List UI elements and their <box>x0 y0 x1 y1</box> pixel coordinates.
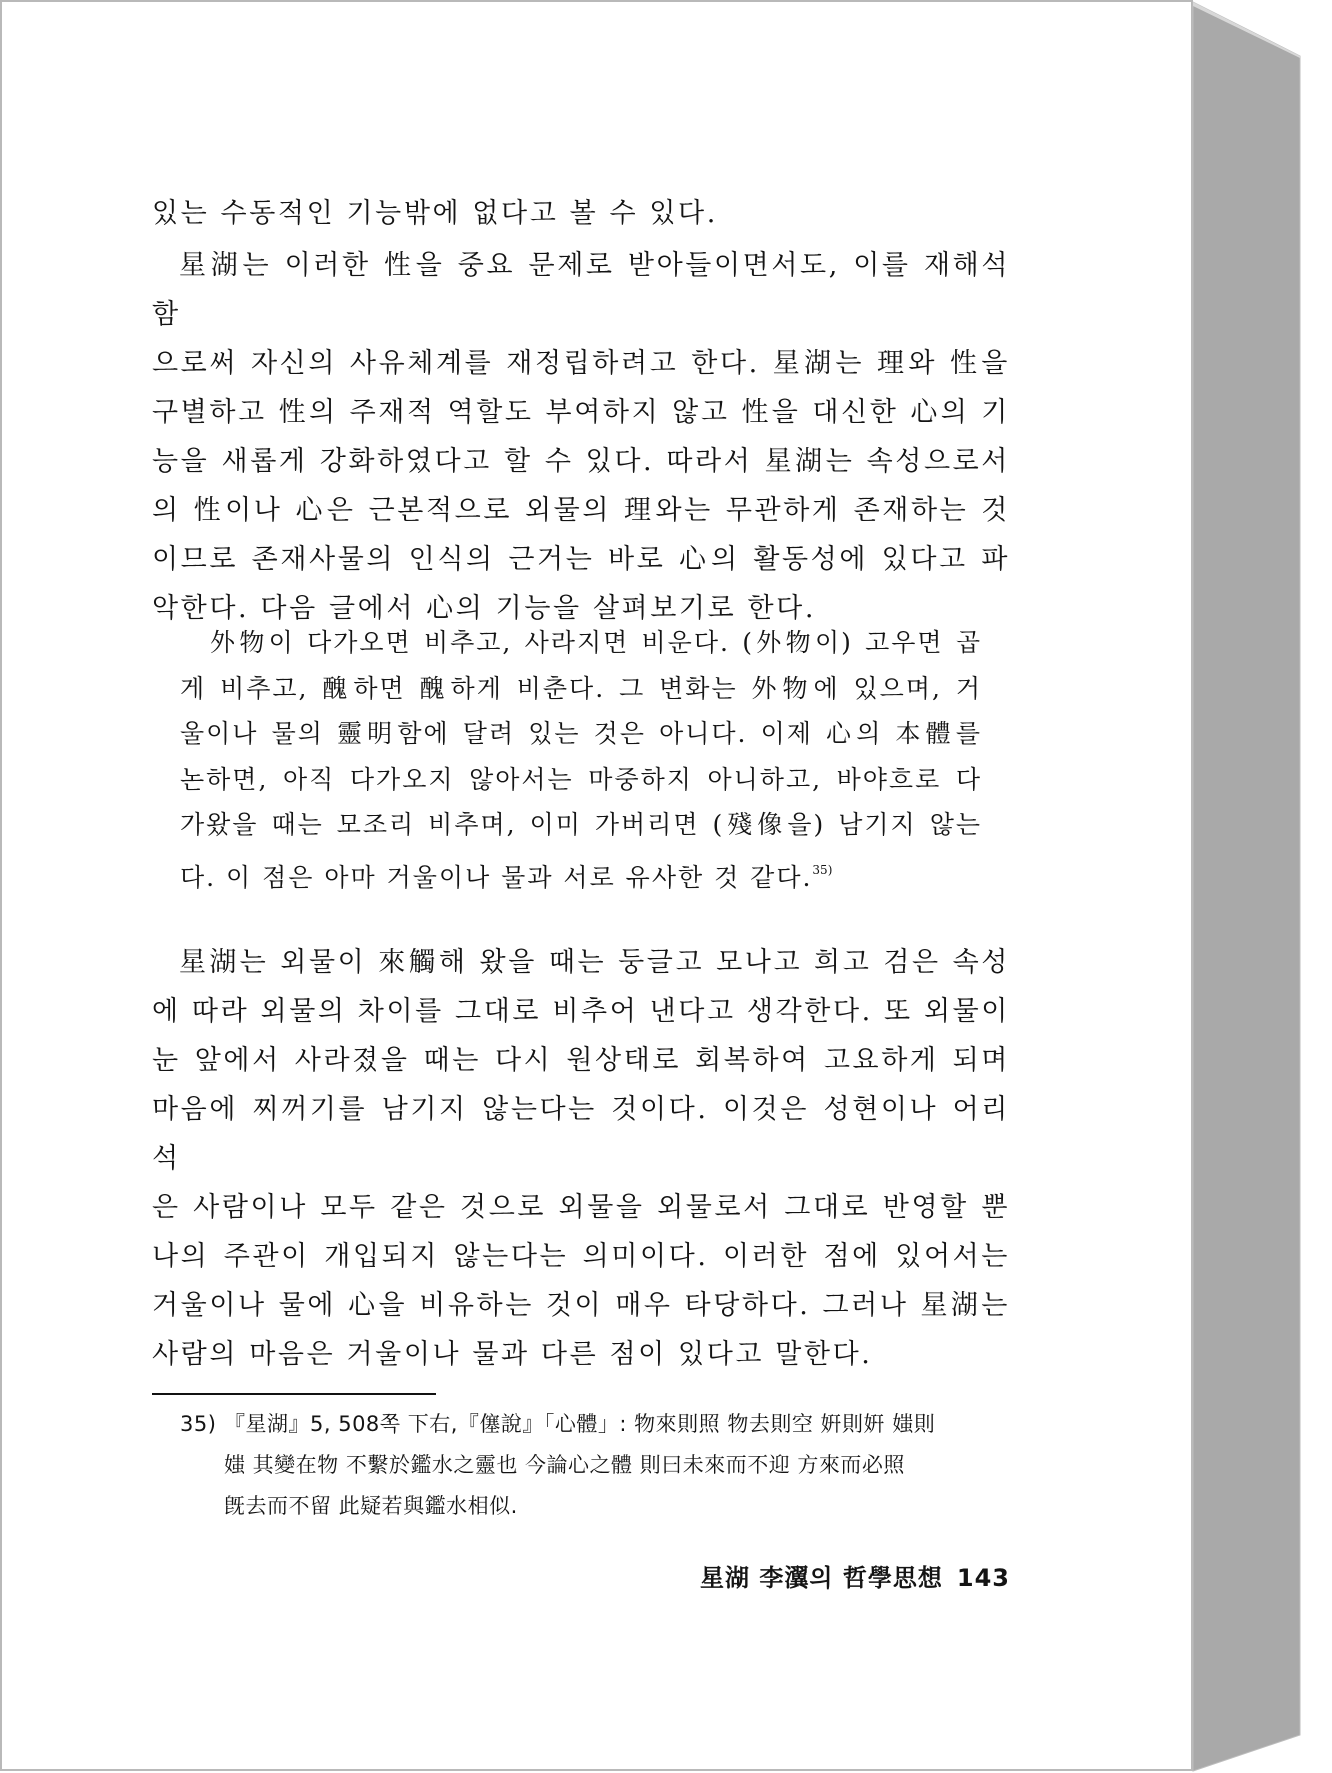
text-line: 눈 앞에서 사라졌을 때는 다시 원상태로 회복하여 고요하게 되며 <box>152 1045 1010 1076</box>
text-line: 구별하고 性의 주재적 역할도 부여하지 않고 性을 대신한 心의 기 <box>152 397 1010 428</box>
paragraph-2 <box>152 241 1010 633</box>
text-line: 星湖는 이러한 性을 중요 문제로 받아들이면서도, 이를 재해석함 <box>152 250 1010 330</box>
quote-line: 논하면, 아직 다가오지 않아서는 마중하지 아니하고, 바야흐로 다 <box>180 764 982 794</box>
quote-line: 外物이 다가오면 비추고, 사라지면 비운다. (外物이) 고우면 곱 <box>210 628 982 657</box>
text-line: 마음에 찌꺼기를 남기지 않는다는 것이다. 이것은 성현이나 어리석 <box>152 1094 1010 1174</box>
footnote-reference: 35) <box>812 862 833 877</box>
quote-line: 게 비추고, 醜하면 醜하게 비춘다. 그 변화는 外物에 있으며, 거 <box>180 673 982 703</box>
footnote-line: 旣去而不留 此疑若與鑑水相似. <box>224 1494 518 1518</box>
page-number: 143 <box>956 1564 1010 1592</box>
text-line: 능을 새롭게 강화하였다고 할 수 있다. 따라서 星湖는 속성으로서 <box>152 446 1010 477</box>
text-line: 사람의 마음은 거울이나 물과 다른 점이 있다고 말한다. <box>152 1339 873 1370</box>
text-line: 나의 주관이 개입되지 않는다는 의미이다. 이러한 점에 있어서는 <box>152 1241 1010 1272</box>
quote-line: 가왔을 때는 모조리 비추며, 이미 가버리면 (殘像을) 남기지 않는 <box>180 810 982 839</box>
quote-line: 울이나 물의 靈明함에 달려 있는 것은 아니다. 이제 心의 本體를 <box>180 719 982 748</box>
text-line: 거울이나 물에 心을 비유하는 것이 매우 타당하다. 그러나 星湖는 <box>152 1290 1010 1321</box>
text-line: 악한다. 다음 글에서 心의 기능을 살펴보기로 한다. <box>152 593 817 624</box>
text-line: 으로써 자신의 사유체계를 재정립하려고 한다. 星湖는 理와 性을 <box>152 348 1010 379</box>
paragraph-3 <box>152 938 1010 1379</box>
text-line: 있는 수동적인 기능밖에 없다고 볼 수 있다. <box>152 198 718 229</box>
footnote-divider <box>152 1393 436 1395</box>
quote-line <box>180 848 982 901</box>
running-footer <box>700 1558 1010 1593</box>
text-line: 에 따라 외물의 차이를 그대로 비추어 낸다고 생각한다. 또 외물이 <box>152 996 1010 1027</box>
text-line: 이므로 존재사물의 인식의 근거는 바로 心의 활동성에 있다고 파 <box>152 544 1010 575</box>
paragraph-1 <box>152 189 1010 238</box>
running-footer-title: 星湖 李瀷의 哲學思想 <box>699 1564 943 1592</box>
footnote-line <box>180 1404 980 1445</box>
footnote-text: 『星湖』5, 508쪽 下右,『僿說』「心體」: 物來則照 物去則空 姸則姸 媸則 <box>224 1412 936 1436</box>
quote-last-text: 다. 이 점은 아마 거울이나 물과 서로 유사한 것 같다. <box>180 862 813 892</box>
footnote-number: 35) <box>180 1412 217 1436</box>
footnote-line: 媸 其變在物 不繫於鑑水之靈也 今論心之體 則曰未來而不迎 方來而必照 <box>224 1453 905 1477</box>
text-line: 은 사람이나 모두 같은 것으로 외물을 외물로서 그대로 반영할 뿐 <box>152 1192 1010 1223</box>
footnote <box>180 1404 980 1527</box>
text-line: 의 性이나 心은 근본적으로 외물의 理와는 무관하게 존재하는 것 <box>152 495 1010 526</box>
text-line: 星湖는 외물이 來觸해 왔을 때는 둥글고 모나고 희고 검은 속성 <box>179 947 1010 978</box>
block-quote <box>180 620 982 900</box>
